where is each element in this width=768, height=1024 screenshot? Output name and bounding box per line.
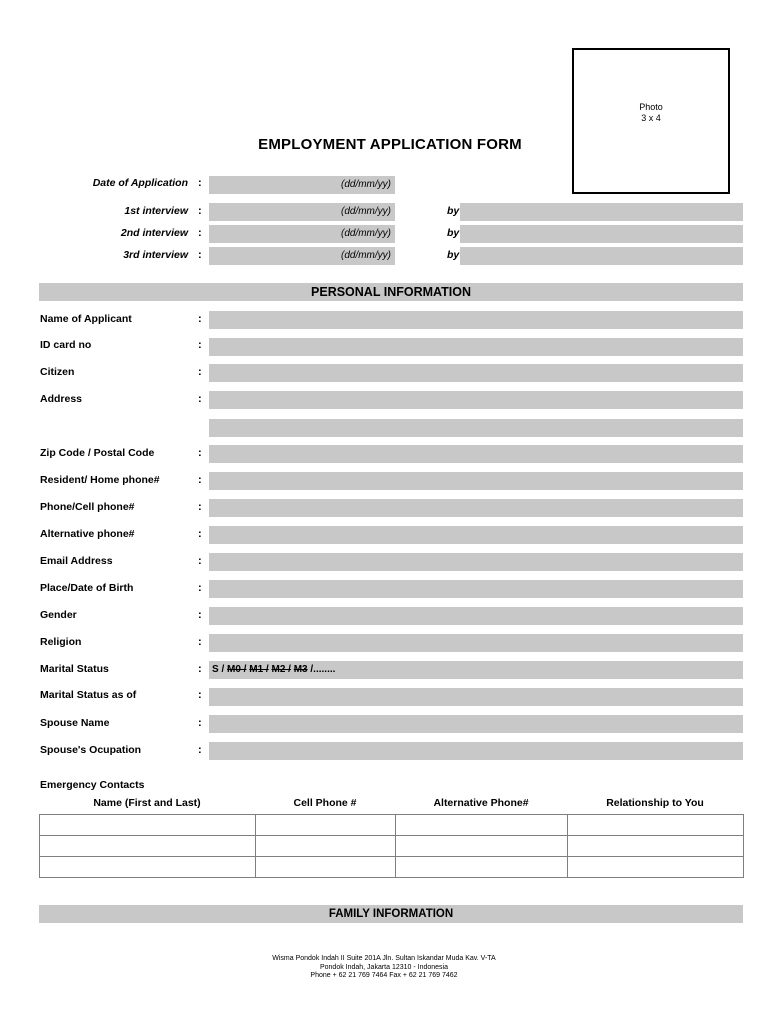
marital-option-m1[interactable]: M1 / [249, 664, 269, 675]
colon: : [198, 582, 202, 594]
photo-label: Photo [639, 102, 663, 112]
colon: : [198, 227, 202, 239]
spouse-occupation-field[interactable] [209, 742, 743, 760]
date-of-application-field[interactable]: (dd/mm/yy) [209, 176, 395, 194]
gender-field[interactable] [209, 607, 743, 625]
address-field-line-1[interactable] [209, 391, 743, 409]
second-interview-label: 2nd interview [120, 227, 188, 239]
emergency-column-name: Name (First and Last) [93, 797, 201, 809]
alternative-phone-label: Alternative phone# [40, 528, 135, 540]
colon: : [198, 447, 202, 459]
table-row [40, 836, 744, 857]
marital-option-m2[interactable]: M2 / [271, 664, 291, 675]
address-label: Address [40, 393, 83, 405]
spouse-occupation-label: Spouse's Ocupation [40, 744, 142, 756]
emergency-column-alternative-phone: Alternative Phone# [433, 797, 529, 809]
spouse-name-label: Spouse Name [40, 717, 110, 729]
emergency-alt-phone-cell[interactable] [396, 836, 568, 857]
emergency-contacts-title: Emergency Contacts [40, 779, 145, 791]
place-date-of-birth-field[interactable] [209, 580, 743, 598]
religion-label: Religion [40, 636, 82, 648]
colon: : [198, 609, 202, 621]
marital-status-field[interactable] [209, 661, 743, 679]
emergency-cell-phone-cell[interactable] [256, 857, 396, 878]
emergency-name-cell[interactable] [40, 836, 256, 857]
third-interview-by-field[interactable] [460, 247, 743, 265]
colon: : [198, 528, 202, 540]
citizen-field[interactable] [209, 364, 743, 382]
alternative-phone-field[interactable] [209, 526, 743, 544]
spouse-name-field[interactable] [209, 715, 743, 733]
zip-code-field[interactable] [209, 445, 743, 463]
citizen-label: Citizen [40, 366, 75, 378]
id-card-label: ID card no [40, 339, 92, 351]
email-address-label: Email Address [40, 555, 113, 567]
colon: : [198, 339, 202, 351]
colon: : [198, 393, 202, 405]
place-date-of-birth-label: Place/Date of Birth [40, 582, 134, 594]
third-interview-label: 3rd interview [123, 249, 188, 261]
marital-status-as-of-field[interactable] [209, 688, 743, 706]
photo-size: 3 x 4 [641, 113, 661, 123]
emergency-alt-phone-cell[interactable] [396, 815, 568, 836]
personal-information-heading: PERSONAL INFORMATION [39, 283, 743, 301]
emergency-contacts-table [39, 814, 744, 878]
colon: : [198, 744, 202, 756]
photo-placeholder [572, 48, 730, 194]
marital-option-m0[interactable]: M0 / [227, 664, 247, 675]
colon: : [198, 717, 202, 729]
family-information-heading: FAMILY INFORMATION [39, 905, 743, 923]
emergency-cell-phone-cell[interactable] [256, 815, 396, 836]
third-interview-date-field[interactable]: (dd/mm/yy) [209, 247, 395, 265]
colon: : [198, 501, 202, 513]
colon: : [198, 249, 202, 261]
emergency-name-cell[interactable] [40, 815, 256, 836]
marital-status-label: Marital Status [40, 663, 109, 675]
first-interview-label: 1st interview [124, 205, 188, 217]
email-address-field[interactable] [209, 553, 743, 571]
emergency-column-cell-phone: Cell Phone # [293, 797, 357, 809]
photo-caption [574, 102, 728, 124]
first-interview-date-field[interactable]: (dd/mm/yy) [209, 203, 395, 221]
emergency-cell-phone-cell[interactable] [256, 836, 396, 857]
first-interview-by-label: by [447, 205, 460, 217]
id-card-field[interactable] [209, 338, 743, 356]
colon: : [198, 474, 202, 486]
emergency-alt-phone-cell[interactable] [396, 857, 568, 878]
footer-address [0, 955, 768, 981]
cell-phone-label: Phone/Cell phone# [40, 501, 135, 513]
gender-label: Gender [40, 609, 77, 621]
home-phone-label: Resident/ Home phone# [40, 474, 160, 486]
address-field-line-2[interactable] [209, 419, 743, 437]
footer-line-1: Wisma Pondok Indah II Suite 201A Jln. Sultan Iskandar Muda Kav. V-TA [272, 955, 496, 962]
table-row [40, 857, 744, 878]
marital-option-s[interactable]: S / [212, 664, 225, 675]
emergency-relationship-cell[interactable] [568, 836, 744, 857]
colon: : [198, 555, 202, 567]
colon: : [198, 177, 202, 189]
emergency-column-relationship: Relationship to You [606, 797, 704, 809]
name-of-applicant-field[interactable] [209, 311, 743, 329]
name-of-applicant-label: Name of Applicant [40, 313, 132, 325]
home-phone-field[interactable] [209, 472, 743, 490]
colon: : [198, 689, 202, 701]
colon: : [198, 636, 202, 648]
first-interview-by-field[interactable] [460, 203, 743, 221]
form-title: EMPLOYMENT APPLICATION FORM [258, 136, 522, 153]
second-interview-date-field[interactable]: (dd/mm/yy) [209, 225, 395, 243]
cell-phone-field[interactable] [209, 499, 743, 517]
footer-line-2: Pondok Indah, Jakarta 12310 - Indonesia [319, 963, 449, 971]
marital-option-other: /........ [307, 664, 336, 675]
date-of-application-label: Date of Application [92, 177, 188, 189]
footer-line-3: Phone + 62 21 769 7464 Fax + 62 21 769 7462 [310, 972, 458, 979]
emergency-name-cell[interactable] [40, 857, 256, 878]
colon: : [198, 366, 202, 378]
religion-field[interactable] [209, 634, 743, 652]
emergency-relationship-cell[interactable] [568, 815, 744, 836]
colon: : [198, 205, 202, 217]
second-interview-by-label: by [447, 227, 460, 239]
emergency-relationship-cell[interactable] [568, 857, 744, 878]
second-interview-by-field[interactable] [460, 225, 743, 243]
colon: : [198, 663, 202, 675]
table-row [40, 815, 744, 836]
colon: : [198, 313, 202, 325]
zip-code-label: Zip Code / Postal Code [40, 447, 155, 459]
marital-status-as-of-label: Marital Status as of [40, 689, 137, 701]
marital-option-m3[interactable]: M3 [293, 664, 308, 675]
third-interview-by-label: by [447, 249, 460, 261]
